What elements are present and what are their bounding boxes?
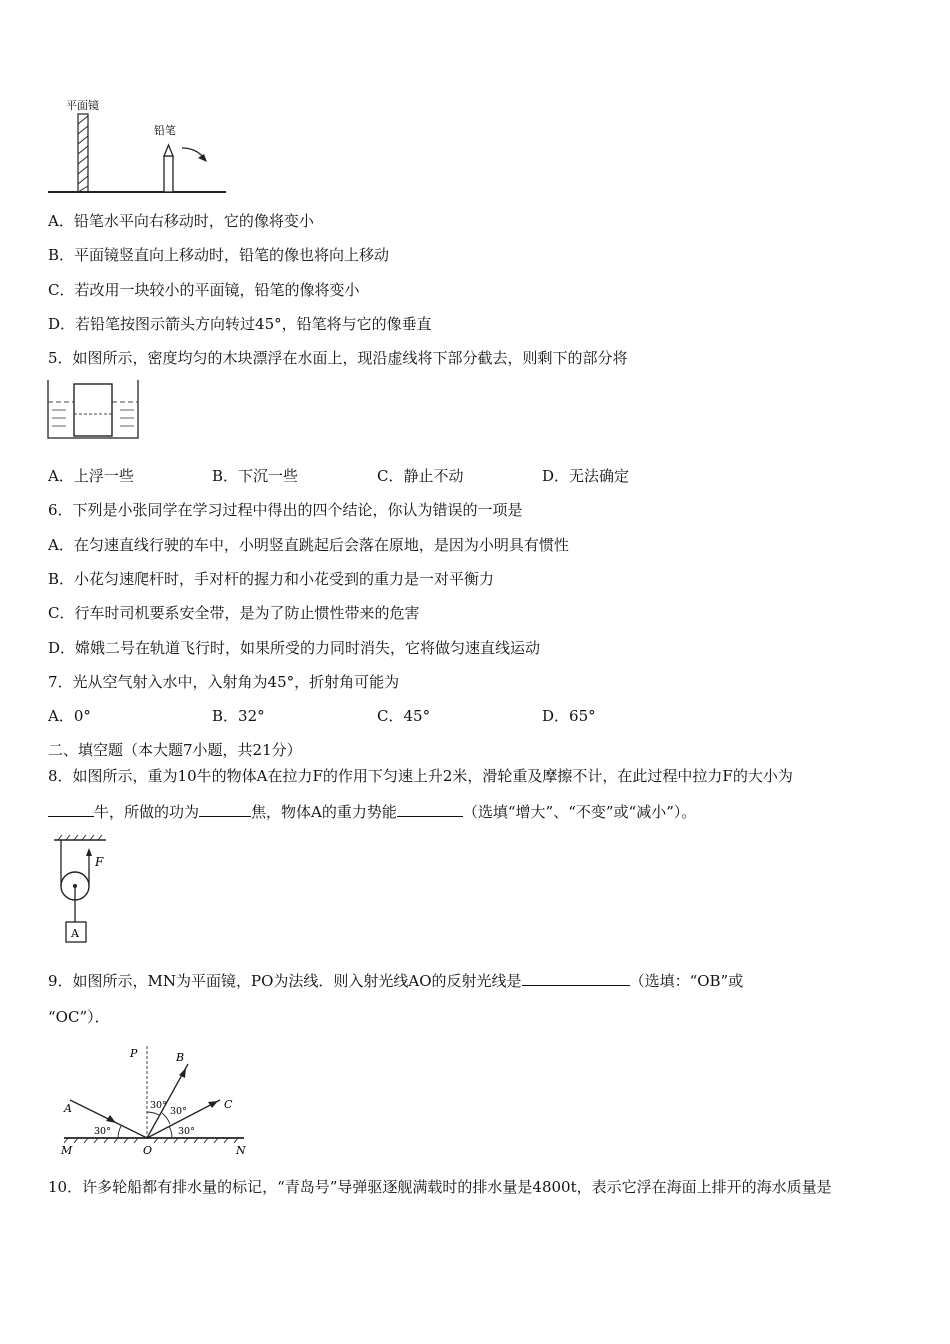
q5-option-b: B．下沉一些: [212, 467, 299, 485]
label-n: N: [236, 1144, 246, 1157]
q8-line2: [48, 801, 696, 822]
q8-seg3: （选填“增大”、“不变”或“减小”）。: [462, 803, 697, 821]
q8-blank-force[interactable]: [48, 802, 94, 817]
q6-option-c: C．行车时司机要系安全带，是为了防止惯性带来的危害: [48, 604, 420, 622]
q5-option-c: C．静止不动: [377, 467, 464, 485]
label-b: B: [176, 1051, 185, 1064]
label-c: C: [224, 1098, 233, 1111]
q5-stem: 5．如图所示，密度均匀的木块漂浮在水面上，现沿虚线将下部分截去，则剩下的部分将: [48, 349, 628, 367]
angle-left: 30°: [94, 1126, 111, 1137]
label-o: O: [143, 1144, 153, 1157]
section-title: 二、填空题（本大题7小题，共21分）: [48, 741, 302, 759]
angle-right: 30°: [178, 1126, 195, 1137]
force-arrow-icon: [86, 848, 92, 856]
mirror-label: 平面镜: [66, 99, 99, 112]
q6-option-d: D．嫦娥二号在轨道飞行时，如果所受的力同时消失，它将做匀速直线运动: [48, 639, 541, 657]
reflection-figure: [58, 1042, 258, 1156]
q7-option-b: B．32°: [212, 707, 265, 725]
angle-bc: 30°: [170, 1106, 187, 1117]
q7-option-a: A．0°: [48, 707, 91, 725]
q6-stem: 6．下列是小张同学在学习过程中得出的四个结论，你认为错误的一项是: [48, 501, 523, 519]
label-p: P: [130, 1047, 138, 1060]
q4-option-a: A．铅笔水平向右移动时，它的像将变小: [48, 212, 314, 230]
q4-option-d: D．若铅笔按图示箭头方向转过45°，铅笔将与它的像垂直: [48, 315, 432, 333]
block-label: A: [71, 927, 79, 940]
q4-option-c: C．若改用一块较小的平面镜，铅笔的像将变小: [48, 281, 360, 299]
q5-option-d: D．无法确定: [542, 467, 630, 485]
floating-block-figure: [46, 378, 142, 442]
mirror-pencil-figure: [44, 96, 234, 200]
pulley-figure: [50, 834, 120, 948]
q5-option-a: A．上浮一些: [48, 467, 134, 485]
q7-option-d: D．65°: [542, 707, 596, 725]
label-a: A: [64, 1102, 72, 1115]
q9-line1-tail: （选填：“OB”或: [629, 972, 744, 990]
force-label: F: [95, 855, 104, 869]
q8-line1: 8．如图所示，重为10牛的物体A在拉力F的作用下匀速上升2米，滑轮重及摩擦不计，在此过程中拉力F的大小为: [48, 767, 793, 785]
angle-pb: 30°: [150, 1100, 167, 1111]
q6-option-a: A．在匀速直线行驶的车中，小明竖直跳起后会落在原地，是因为小明具有惯性: [48, 536, 569, 554]
q10-line1: 10．许多轮船都有排水量的标记，“青岛号”导弹驱逐舰满载时的排水量是4800t，表示它浮在海面上排开的海水质量是: [48, 1178, 832, 1196]
q9-line1-text: 9．如图所示，MN为平面镜，PO为法线．则入射光线AO的反射光线是: [48, 972, 522, 990]
q9-blank[interactable]: [522, 971, 630, 986]
q7-option-c: C．45°: [377, 707, 431, 725]
q6-option-b: B．小花匀速爬杆时，手对杆的握力和小花受到的重力是一对平衡力: [48, 570, 495, 588]
q7-stem: 7．光从空气射入水中，入射角为45°，折射角可能为: [48, 673, 400, 691]
q9-line1: [48, 970, 743, 991]
q9-line2: “OC”）．: [48, 1008, 110, 1026]
pencil-label: 铅笔: [154, 124, 176, 137]
q4-option-b: B．平面镜竖直向上移动时，铅笔的像也将向上移动: [48, 246, 390, 264]
label-m: M: [61, 1144, 73, 1157]
q8-seg2: 焦，物体A的重力势能: [251, 803, 397, 821]
q8-blank-energy[interactable]: [397, 802, 463, 817]
q8-blank-work[interactable]: [199, 802, 251, 817]
q8-seg1: 牛，所做的功为: [94, 803, 200, 821]
